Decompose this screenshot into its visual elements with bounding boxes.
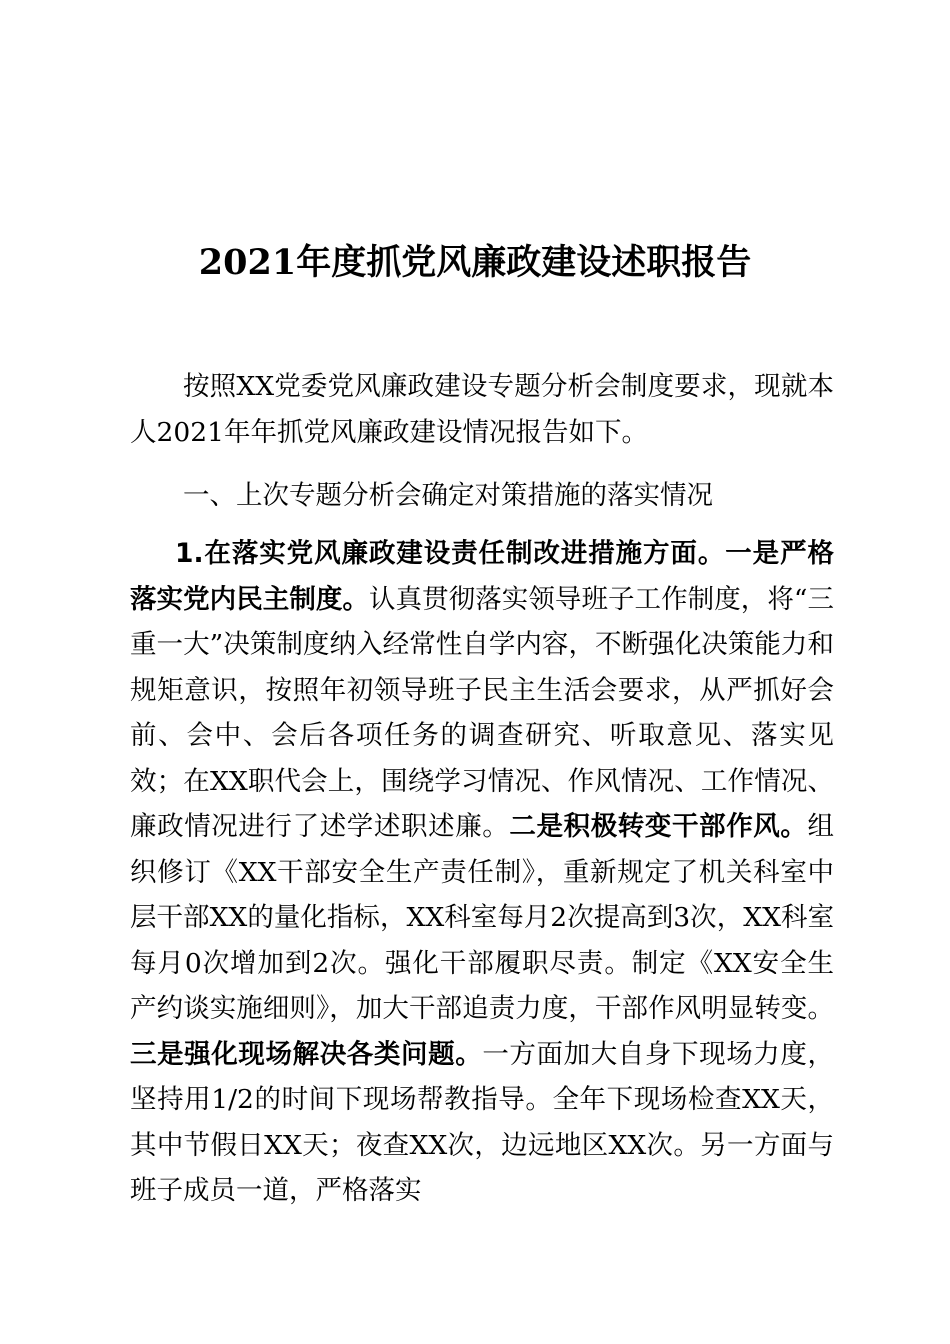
text-run: 组织修订《XX干部安全生产责任制》，重新规定了机关科室中层干部XX的量化指标，XX科室每月2次提高到3次，XX科室每月0次增加到2次。强化干部履职尽责。制定《XX安全生产约谈实施细则》，加大干部追责力度，干部作风明显转变。	[130, 811, 835, 1024]
bold-run-second-point: 二是积极转变干部作风。	[509, 811, 808, 842]
body-paragraph	[130, 531, 834, 1214]
bold-run-measure-heading: 1.在落实党风廉政建设责任制改进措施方面。一是严格落实党内民主制度。	[130, 538, 834, 615]
section-heading: 一、上次专题分析会确定对策措施的落实情况	[183, 480, 713, 511]
text-run: 一方面加大自身下现场力度，坚持用1/2的时间下现场帮教指导。全年下现场检查XX天，其中节假日XX天；夜查XX次，边远地区XX次。另一方面与班子成员一道，严格落实	[130, 1038, 835, 1206]
bold-run-third-point: 三是强化现场解决各类问题。	[130, 1038, 483, 1070]
intro-paragraph: 按照XX党委党风廉政建设专题分析会制度要求，现就本人2021年年抓党风廉政建设情况报告如下。	[130, 371, 834, 448]
document-title: 2021年度抓党风廉政建设述职报告	[198, 242, 752, 283]
text-run: 认真贯彻落实领导班子工作制度，将“三重一大”决策制度纳入经常性自学内容，不断强化决策能力和规矩意识，按照年初领导班子民主生活会要求，从严抓好会前、会中、会后各项任务的调查研究、听取意见、落实见效；在XX职代会上，围绕学习情况、作风情况、工作情况、廉政情况进行了述学述职述廉。	[130, 583, 834, 842]
